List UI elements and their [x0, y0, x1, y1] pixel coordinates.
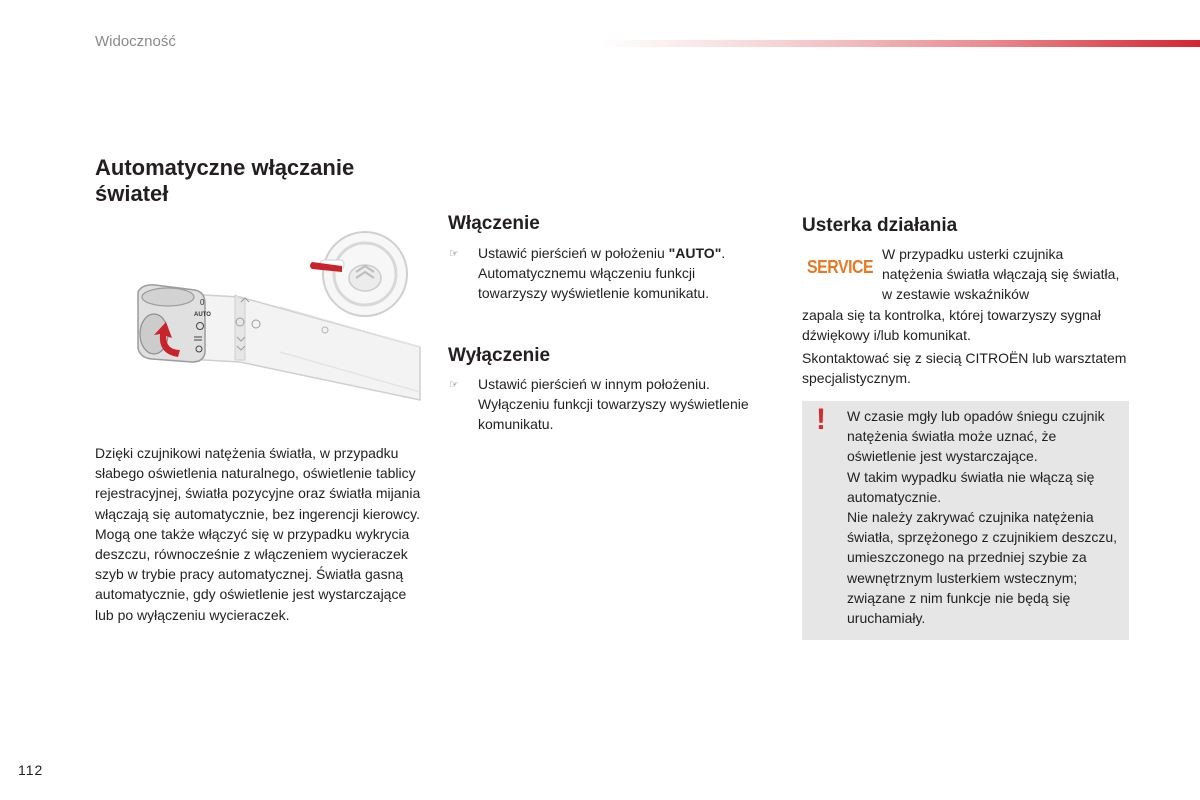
note-paragraph: W takim wypadku światła nie włączą się automatycznie.: [847, 468, 1095, 505]
activation-title: Włączenie: [448, 213, 540, 234]
section-title: Widoczność: [95, 33, 176, 50]
svg-text:AUTO: AUTO: [194, 312, 211, 318]
service-warning-icon: SERVICE: [807, 257, 874, 277]
deactivation-text: Ustawić pierścień w innym położeniu. Wyłączeniu funkcji towarzyszy wyświetlenie komunikatu.: [478, 376, 749, 433]
warning-note-text: [847, 406, 1125, 628]
steering-wheel-icon: [320, 232, 407, 316]
fault-title: Usterka działania: [802, 215, 958, 236]
page-number: 112: [18, 762, 44, 778]
page-title: Automatyczne włączanie świateł: [95, 155, 355, 206]
note-paragraph: Nie należy zakrywać czujnika natężenia światła, sprzężonego z czujnikiem deszczu, umieszczonego na przedniej szybie za wewnętrznym lusterkiem wstecznym; związane z nim funkcje nie będą się uruchamiały.: [847, 509, 1118, 627]
activation-text: Ustawić pierścień w położeniu "AUTO". Automatycznemu włączeniu funkcji towarzyszy wyświetlenie komunikatu.: [478, 245, 726, 302]
deactivation-instruction: [449, 374, 749, 435]
light-switch-illustration: [120, 222, 425, 412]
pointing-hand-icon: ☞: [449, 248, 459, 260]
pointing-hand-icon: ☞: [449, 379, 459, 391]
exclamation-icon: !: [816, 403, 826, 436]
deactivation-title: Wyłączenie: [448, 345, 551, 366]
fault-contact: Skontaktować się z siecią CITROËN lub warsztatem specjalistycznym.: [802, 350, 1127, 387]
note-paragraph: W czasie mgły lub opadów śniegu czujnik natężenia światła może uznać, że oświetlenie jest wystarczające.: [847, 408, 1105, 465]
intro-paragraph: Dzięki czujnikowi natężenia światła, w przypadku słabego oświetlenia naturalnego, oświetlenie tablicy rejestracyjnej, światła pozycyjne oraz światła mijania włączają się automatycznie, bez ingerencji kierowcy. Mogą one także włączyć się w przypadku wykrycia deszczu, równocześnie z włączeniem wycieraczek szyb w trybie pracy automatycznej. Światła gasną automatycznie, gdy oświetlenie jest wystarczające lub po wyłączeniu wycieraczek.: [95, 445, 421, 623]
fault-description: W przypadku usterki czujnika natężenia światła włączają się światła, w zestawie wskaźników: [882, 246, 1120, 303]
header-accent-bar: [600, 40, 1200, 47]
fault-description-continued: zapala się ta kontrolka, której towarzyszy sygnał dźwiękowy i/lub komunikat.: [802, 307, 1101, 344]
activation-instruction: [449, 243, 759, 304]
svg-text:0: 0: [200, 298, 205, 307]
warning-note-box: [802, 401, 1129, 640]
